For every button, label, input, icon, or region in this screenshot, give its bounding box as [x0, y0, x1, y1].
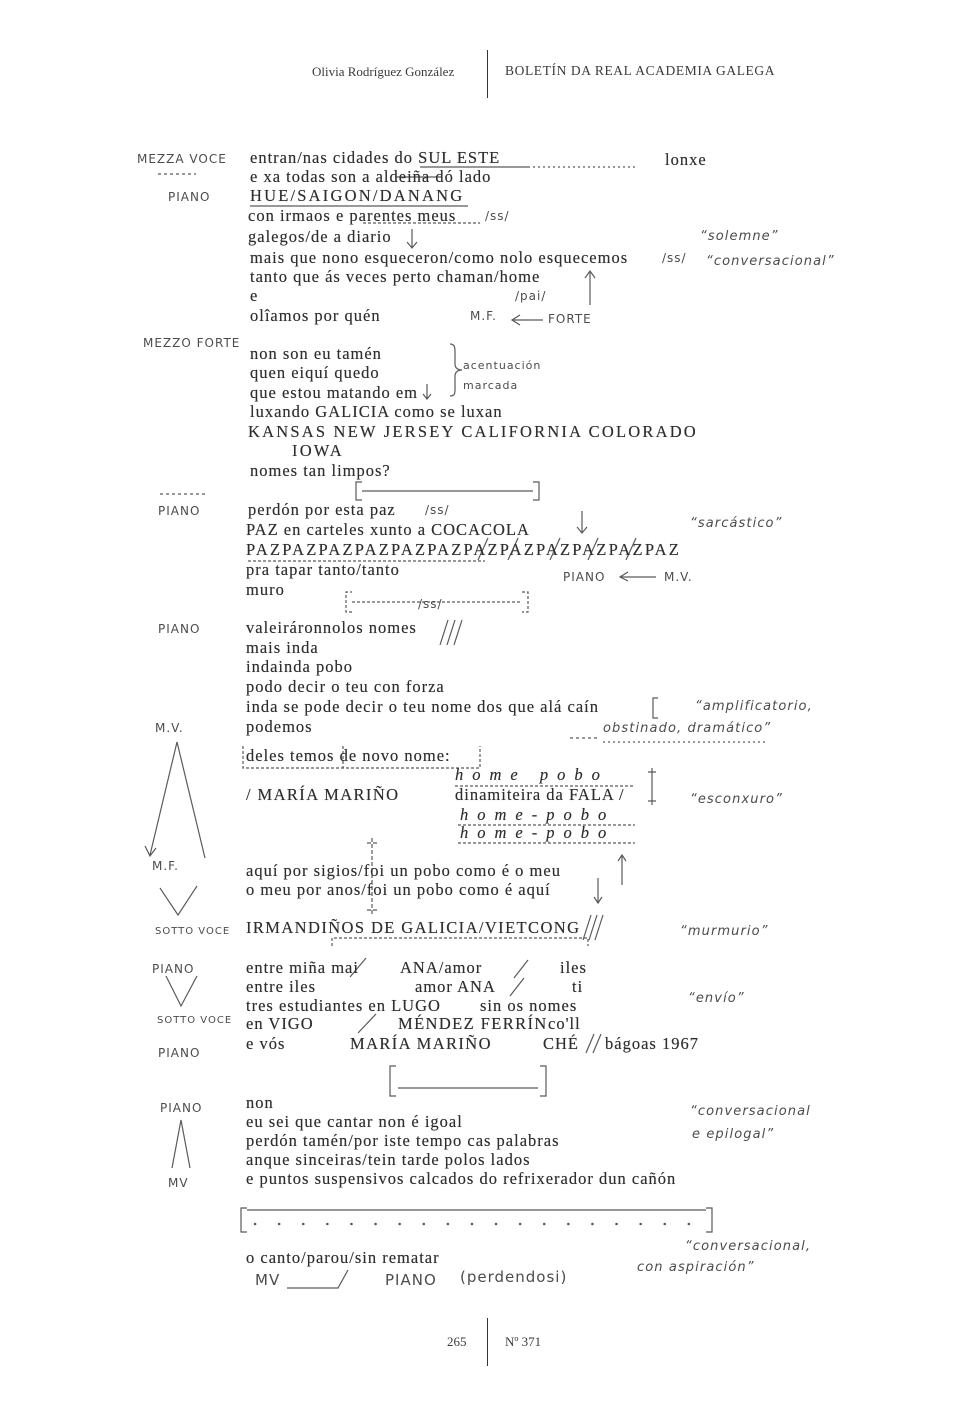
poem-line: aquí por sigios/foi un pobo como é o meu — [246, 861, 561, 880]
poem-fragment: tres estudiantes en LUGO — [246, 996, 441, 1015]
poem-line: podo decir o teu con forza — [246, 677, 445, 696]
poem-line: indainda pobo — [246, 657, 353, 676]
poem-line: olîamos por quén — [250, 306, 381, 325]
direction-note: “envío” — [688, 991, 745, 1006]
poem-line: KANSAS NEW JERSEY CALIFORNIA COLORADO — [248, 422, 698, 441]
poem-line-spaced: home-pobo — [460, 823, 616, 842]
down-arrow-icon — [594, 878, 602, 903]
direction-note: “conversacional, — [685, 1239, 812, 1254]
poem-fragment: entre iles — [246, 977, 317, 996]
direction-note: “esconxuro” — [690, 792, 783, 807]
running-head-author: Olivia Rodríguez González — [312, 64, 455, 79]
dynamic-mezzo-forte-abbrev: M.F. — [152, 859, 179, 873]
bracket-arrow-icon — [648, 768, 656, 805]
v-arrow-icon — [160, 886, 197, 915]
poem-fragment: co'll — [548, 1014, 581, 1033]
dynamic-piano: PIANO — [152, 962, 195, 976]
poem-fragment: ti — [572, 977, 584, 996]
poem-line: / MARÍA MARIÑO — [246, 785, 400, 804]
inline-mark: (perdendosi) — [460, 1268, 568, 1286]
poem-line: e xa todas son a aldeiña dó lado — [250, 167, 492, 186]
inline-mark: /ss/ — [418, 597, 443, 611]
poem-fragment: MÉNDEZ FERRÍN — [398, 1014, 548, 1033]
poem-fragment: entre miña mai — [246, 958, 359, 977]
poem-fragment: en VIGO — [246, 1014, 314, 1033]
dashed-box-irmandinos — [332, 938, 588, 946]
poem-line: IOWA — [292, 441, 344, 460]
dynamic-mezza-voce-abbrev: M.V. — [155, 721, 184, 735]
inline-mark: marcada — [463, 379, 519, 392]
up-arrow-icon — [585, 271, 595, 305]
poem-line: e puntos suspensivos calcados do refrixerador dun cañón — [246, 1169, 677, 1188]
footer-divider — [487, 1318, 488, 1366]
poem-fragment: iles — [560, 958, 587, 977]
poem-line: podemos — [246, 717, 313, 736]
poem-fragment: CHÉ — [543, 1034, 579, 1053]
poem-line: quen eiquí quedo — [250, 363, 380, 382]
poem-line: deles temos de novo nome: — [246, 746, 451, 765]
poem-line: pra tapar tanto/tanto — [246, 560, 400, 579]
poem-line: nomes tan limpos? — [250, 461, 391, 480]
poem-line: mais inda — [246, 638, 319, 657]
issue-number: Nº 371 — [505, 1334, 542, 1349]
inline-mark: M.F. — [470, 309, 497, 323]
inline-mark: /ss/ — [662, 251, 687, 265]
direction-note: “solemne” — [700, 229, 779, 244]
poem-line: con irmaos e parentes meus — [248, 206, 457, 225]
bracket-mark — [653, 698, 658, 718]
poem-line: anque sinceiras/tein tarde polos lados — [246, 1150, 531, 1169]
poem-line: HUE/SAIGON/DANANG — [250, 186, 465, 205]
brace-icon — [450, 344, 462, 396]
poem-line: tanto que ás veces perto chaman/home — [250, 267, 541, 286]
dynamic-sotto-voce: SOTTO VOCE — [157, 1015, 233, 1026]
inline-mark: /ss/ — [485, 209, 510, 223]
poem-line: valeiráronnolos nomes — [246, 618, 417, 637]
poem-line: que estou matando em — [250, 383, 419, 402]
bracket-box — [390, 1066, 546, 1096]
direction-note: “amplificatorio, — [695, 699, 813, 714]
poem-fragment: MARÍA MARIÑO — [350, 1034, 492, 1053]
direction-note: obstinado, dramático” — [603, 721, 772, 736]
dynamic-mezzo-forte: MEZZO FORTE — [143, 336, 241, 350]
arrow-underline — [287, 1270, 348, 1288]
left-arrow-icon — [620, 572, 656, 581]
poem-line: non son eu tamén — [250, 344, 382, 363]
poem-line: muro — [246, 580, 285, 599]
poem-word: lonxe — [665, 150, 707, 169]
page-number: 265 — [447, 1334, 467, 1349]
direction-note: “murmurio” — [680, 924, 769, 939]
poem-fragment: amor ANA — [415, 977, 496, 996]
poem-line-spaced: home pobo — [455, 765, 609, 784]
inline-mark: MV — [255, 1271, 281, 1289]
dynamic-mezza-voce: MEZZA VOCE — [137, 152, 227, 166]
up-arrow-icon — [618, 855, 626, 885]
bracket-box — [356, 482, 539, 500]
inline-mark: /pai/ — [515, 289, 547, 303]
poem-line: perdón tamén/por iste tempo cas palabras — [246, 1131, 560, 1150]
poem-line: mais que nono esqueceron/como nolo esquecemos — [250, 248, 629, 267]
poem-line: perdón por esta paz — [248, 500, 396, 519]
direction-note: e epilogal” — [692, 1127, 775, 1142]
triple-slash-marks — [440, 620, 462, 645]
inline-mark: acentuación — [463, 359, 542, 372]
inline-mark: M.V. — [664, 570, 693, 584]
direction-note: “conversacional” — [706, 254, 835, 269]
down-arrow-icon — [423, 384, 431, 399]
running-head-journal: BOLETÍN DA REAL ACADEMIA GALEGA — [505, 63, 776, 78]
inline-mark: PIANO — [563, 570, 606, 584]
direction-note: “conversacional — [690, 1104, 811, 1119]
dynamic-piano: PIANO — [158, 622, 201, 636]
poem-line: luxando GALICIA como se luxan — [250, 402, 503, 421]
inline-mark: FORTE — [548, 312, 592, 326]
caret-up-arrow-icon — [145, 742, 205, 858]
poem-line: PAZPAZPAZPAZPAZPAZPAZPAZPAZPAZPAZPAZ — [246, 540, 682, 559]
poem-fragment: e vós — [246, 1034, 286, 1053]
poem-line: PAZ en carteles xunto a COCACOLA — [246, 520, 530, 539]
poem-line: eu sei que cantar non é igoal — [246, 1112, 463, 1131]
poem-line: non — [246, 1093, 274, 1112]
direction-note: con aspiración” — [637, 1260, 755, 1275]
dynamic-piano: PIANO — [158, 1046, 201, 1060]
dotted-bracket-box — [241, 1208, 712, 1232]
triple-slash-marks — [583, 915, 603, 940]
poem-line: galegos/de a diario — [248, 227, 392, 246]
poem-line-spaced: home-pobo — [460, 805, 616, 824]
left-arrow-icon — [512, 315, 543, 325]
direction-note: “sarcástico” — [690, 516, 783, 531]
poem-line: o canto/parou/sin rematar — [246, 1248, 440, 1267]
down-arrow-icon — [407, 229, 417, 248]
dynamic-sotto-voce: SOTTO VOCE — [155, 926, 231, 937]
poem-line: dinamiteira da FALA / — [455, 785, 625, 804]
inline-mark: /ss/ — [425, 503, 450, 517]
poem-line: o meu por anos/foi un pobo como é aquí — [246, 880, 551, 899]
poem-fragment: bágoas 1967 — [605, 1034, 699, 1053]
down-arrow-icon — [577, 511, 587, 533]
caret-up-arrow-icon — [172, 1120, 190, 1168]
poem-line: inda se pode decir o teu nome dos que alá caín — [246, 697, 599, 716]
dynamic-mv: MV — [168, 1176, 189, 1190]
inline-mark: PIANO — [385, 1271, 437, 1289]
poem-line: e — [250, 286, 259, 305]
dynamic-piano: PIANO — [158, 504, 201, 518]
poem-line: entran/nas cidades do SUL ESTE — [250, 148, 501, 167]
dynamic-piano: PIANO — [160, 1101, 203, 1115]
v-arrow-icon — [166, 976, 197, 1006]
poem-fragment: sin os nomes — [480, 996, 578, 1015]
poem-line: IRMANDIÑOS DE GALICIA/VIETCONG — [246, 918, 581, 937]
dynamic-piano: PIANO — [168, 190, 211, 204]
poem-fragment: ANA/amor — [400, 958, 483, 977]
